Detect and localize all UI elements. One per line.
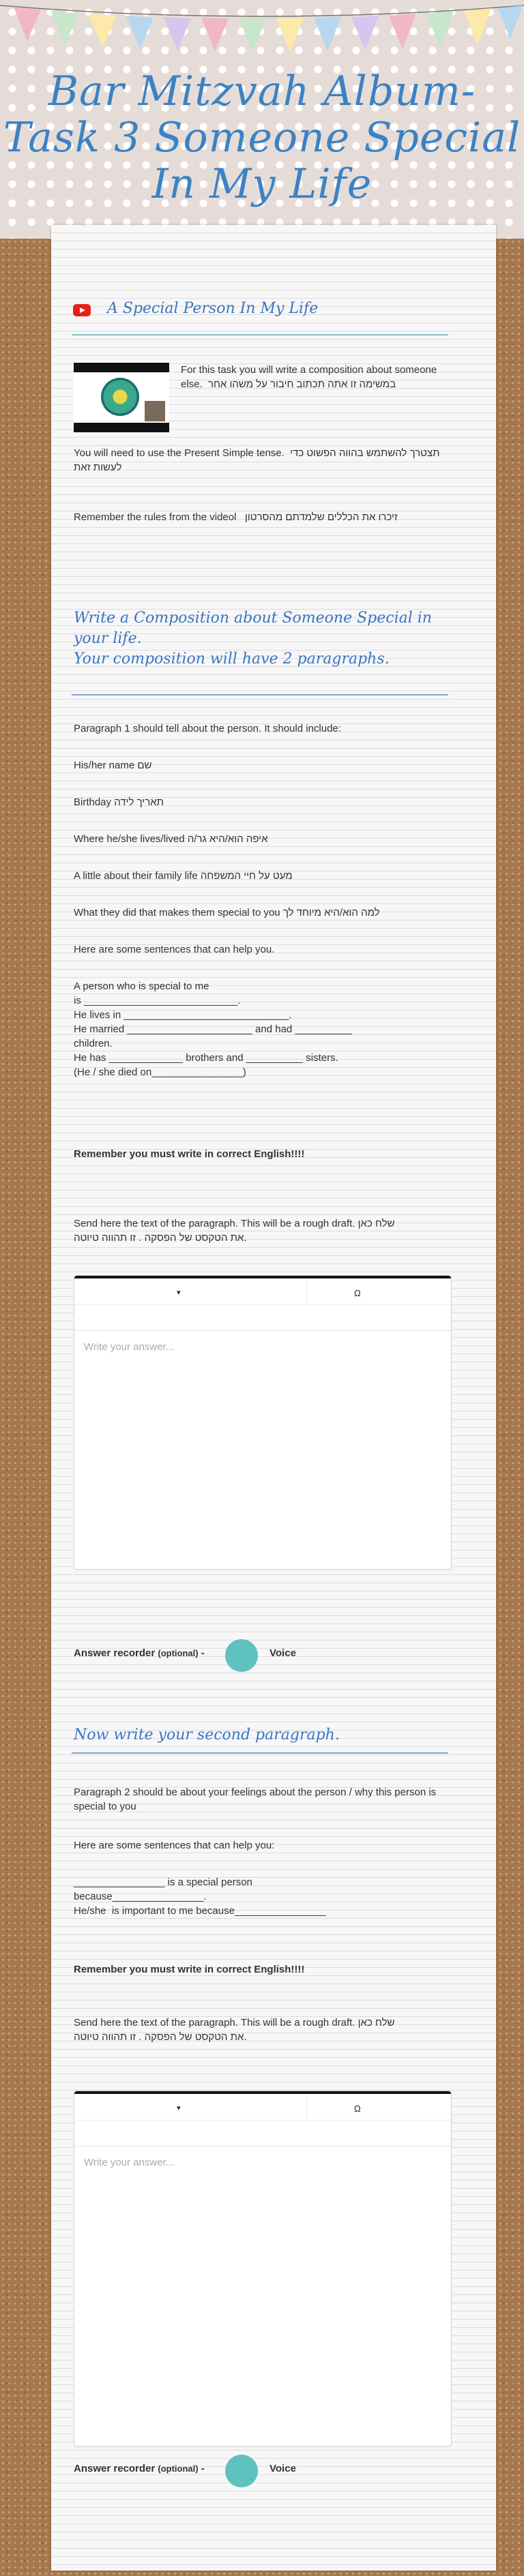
voice-record-button[interactable] [225, 2455, 258, 2487]
special-characters-icon[interactable]: Ω [354, 1288, 361, 1298]
help-sentences-label: Here are some sentences that can help you. [74, 944, 275, 955]
bunting-decoration [0, 0, 524, 55]
recorder-dash: - [201, 2463, 205, 2474]
list-item-where: Where he/she lives/lived איפה הוא/היא גר/ה [74, 833, 268, 845]
help-sentences: A person who is special to me is ___________________________. He lives in _____________________________. He married ______________________ and had __________ children. He has _____________ brothers and __________ sisters. (He / she died on________________) [74, 980, 352, 1078]
header-banner [0, 0, 524, 239]
video-thumbnail[interactable] [74, 363, 169, 432]
section-divider [72, 694, 448, 695]
youtube-icon [73, 304, 91, 316]
dropdown-icon[interactable]: ▾ [177, 2104, 181, 2112]
voice-record-button[interactable] [225, 1639, 258, 1672]
answer-recorder-label [74, 1647, 205, 1659]
list-item-name: His/her name שם [74, 760, 152, 771]
toolbar-separator [306, 1281, 307, 1302]
send-instructions: Send here the text of the paragraph. This will be a rough draft. שלח כאן את הטקסט של הפסקה . זו תהווה טיוטה. [74, 2017, 398, 2043]
rules-reminder: Remember the rules from the videol זיכרו את הכללים שלמדתם מהסרטון [74, 511, 398, 523]
section-title-special-person: A Special Person In My Life [107, 300, 319, 317]
help-sentences-label: Here are some sentences that can help you: [74, 1840, 275, 1851]
answer-textarea[interactable]: Write your answer... [84, 2157, 175, 2168]
send-instructions: Send here the text of the paragraph. This will be a rough draft. שלח כאן את הטקסט של הפסקה . זו תהווה טיוטה. [74, 1218, 398, 1244]
toolbar-divider [74, 1304, 451, 1305]
list-item-birthday: Birthday תאריך לידה [74, 796, 164, 808]
answer-textarea[interactable]: Write your answer... [84, 1341, 175, 1353]
logo-icon [101, 378, 139, 416]
paragraph1-intro: Paragraph 1 should tell about the person. It should include: [74, 723, 341, 734]
help-sentences: ________________ is a special person because________________. He/she is important to me because________________ [74, 1876, 326, 1917]
section-divider [72, 1752, 448, 1754]
section-divider [72, 334, 448, 335]
list-item-family: A little about their family life מעט על חיי המשפחה [74, 870, 293, 882]
toolbar-divider [74, 2120, 451, 2121]
recorder-dash: - [201, 1647, 205, 1659]
section-title-line3: Your composition will have 2 paragraphs. [74, 650, 390, 668]
recorder-optional: (optional) [158, 1648, 199, 1658]
section-title-composition [74, 608, 456, 670]
section-title-line1: Write a Composition about Someone Special in [74, 610, 432, 627]
task-intro-text: For this task you will write a composition about someone else. במשימה זו אתה תכתוב חיבור על משהו אחר [181, 364, 440, 390]
tense-instruction: You will need to use the Present Simple tense. תצטרך להשתמש בהווה הפשוט כדי לעשות זאת [74, 447, 443, 473]
voice-label: Voice [270, 1647, 296, 1659]
answer-recorder-label [74, 2463, 205, 2474]
correct-english-reminder: Remember you must write in correct English!!!! [74, 1964, 305, 1975]
toolbar-separator [306, 2097, 307, 2117]
answer-editor[interactable] [74, 2091, 452, 2446]
dropdown-icon[interactable]: ▾ [177, 1289, 181, 1297]
recorder-optional: (optional) [158, 2463, 199, 2474]
editor-toolbar [74, 1278, 451, 1331]
answer-editor[interactable] [74, 1275, 452, 1570]
page-title: Bar Mitzvah Album- Task 3 Someone Special In My Life [3, 68, 521, 208]
recorder-label: Answer recorder [74, 1647, 156, 1659]
voice-label: Voice [270, 2463, 296, 2474]
recorder-label: Answer recorder [74, 2463, 156, 2474]
special-characters-icon[interactable]: Ω [354, 2103, 361, 2114]
paragraph2-intro: Paragraph 2 should be about your feelings about the person / why this person is special to you [74, 1786, 439, 1812]
worksheet-paper [51, 225, 496, 2571]
correct-english-reminder: Remember you must write in correct English!!!! [74, 1148, 305, 1160]
section-title-line2: your life. [74, 630, 142, 647]
presenter-image [145, 401, 165, 421]
editor-toolbar [74, 2094, 451, 2146]
list-item-special: What they did that makes them special to you למה הוא/היא מיוחד לך [74, 907, 380, 918]
section-title-second-paragraph: Now write your second paragraph. [74, 1726, 340, 1743]
